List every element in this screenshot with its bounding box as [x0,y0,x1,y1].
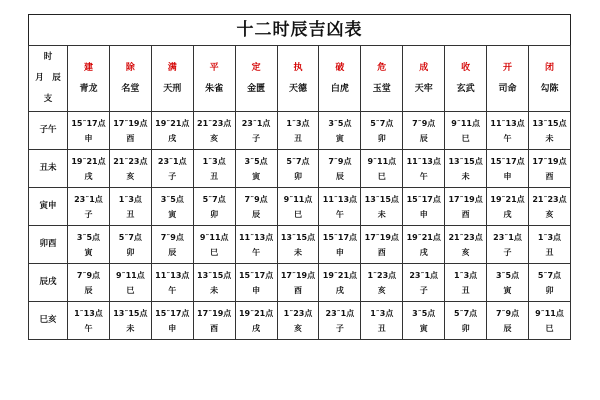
hour-cell [319,264,361,302]
hour-branch: 午 [168,285,177,295]
hour-range: 11˜13点 [490,118,525,128]
hour-range: 7˜9点 [412,118,436,128]
hour-range: 23˜1点 [157,156,187,166]
hour-range: 17˜19点 [532,156,567,166]
hour-range: 5˜7点 [537,270,562,280]
hour-cell [319,302,361,340]
hour-cell [109,150,151,188]
hour-cell [277,264,319,302]
month-branch-label: 辰戌 [29,264,68,302]
day-god-label: 满 [167,62,177,73]
hour-range: 21˜23点 [448,232,483,242]
hour-cell [528,150,570,188]
hour-cell [319,150,361,188]
day-god-label: 收 [461,62,471,73]
day-god-label: 平 [209,62,219,73]
hour-range: 7˜9点 [160,232,184,242]
month-branch-label: 巳亥 [29,302,68,340]
hour-branch: 酉 [126,133,135,143]
hour-fortune-table [28,45,571,340]
hour-branch: 戌 [335,285,344,295]
hour-branch: 申 [252,285,261,295]
hour-cell [68,150,110,188]
month-branch-label: 丑未 [29,150,68,188]
hour-range: 5˜7点 [286,156,310,166]
hour-range: 7˜9点 [244,194,268,204]
hour-range: 9˜11点 [451,118,480,128]
hour-branch: 卯 [461,323,470,333]
hour-range: 5˜7点 [370,118,394,128]
day-god-label: 破 [335,62,345,73]
month-branch-label: 寅申 [29,188,68,226]
hour-range: 1˜13点 [74,308,103,318]
hour-cell [151,150,193,188]
hour-branch: 未 [545,133,554,143]
hour-range: 3˜5点 [244,156,268,166]
hour-cell [319,188,361,226]
hour-range: 9˜11点 [283,194,313,204]
hour-range: 15˜17点 [155,308,190,318]
god-header-cell [277,46,319,112]
hour-branch: 卯 [293,171,302,181]
hour-branch: 丑 [377,323,386,333]
hour-branch: 子 [503,247,512,257]
hour-cell [109,188,151,226]
god-header-cell [487,46,529,112]
corner-label: 支 [43,94,53,104]
hour-range: 23˜1点 [241,118,271,128]
hour-branch: 酉 [210,323,219,333]
hour-branch: 巳 [461,133,470,143]
hour-branch: 子 [335,323,344,333]
hour-range: 13˜15点 [113,308,148,318]
hour-branch: 申 [168,323,177,333]
hour-range: 9˜11点 [535,308,564,318]
hour-range: 11˜13点 [406,156,441,166]
hour-range: 19˜21点 [71,156,106,166]
hour-branch: 未 [293,247,302,257]
god-header-cell [445,46,487,112]
hour-branch: 亥 [377,285,386,295]
hour-branch: 戌 [168,133,177,143]
hour-branch: 辰 [84,285,93,295]
hour-cell [487,188,529,226]
star-label: 天德 [288,83,307,94]
hour-cell [151,226,193,264]
hour-branch: 巳 [126,285,135,295]
hour-branch: 午 [252,247,261,257]
hour-range: 7˜9点 [495,308,520,318]
hour-cell [528,302,570,340]
god-header-cell [361,46,403,112]
hour-branch: 午 [503,133,512,143]
hour-range: 17˜19点 [364,232,399,242]
hour-range: 1˜3点 [454,270,478,280]
table-row [29,302,571,340]
hour-range: 21˜23点 [113,156,148,166]
hour-range: 19˜21点 [238,308,274,318]
day-god-label: 执 [293,62,303,73]
table-row [29,112,571,150]
hour-cell [487,302,529,340]
corner-label: 月 辰 [35,73,61,83]
hour-branch: 辰 [503,323,512,333]
hour-branch: 巳 [210,247,219,257]
hour-cell [445,188,487,226]
hour-cell [68,264,110,302]
hour-branch: 戌 [84,171,93,181]
hour-range: 11˜13点 [155,270,190,280]
hour-branch: 酉 [545,171,554,181]
hour-cell [235,150,277,188]
hour-branch: 未 [461,171,470,181]
hour-cell [487,264,529,302]
hour-cell [193,188,235,226]
hour-branch: 寅 [419,323,428,333]
hour-range: 13˜15点 [197,270,232,280]
hour-cell [361,150,403,188]
hour-range: 19˜21点 [155,118,190,128]
hour-cell [403,226,445,264]
hour-range: 7˜9点 [328,156,352,166]
hour-branch: 亥 [293,323,302,333]
hour-range: 1˜3点 [370,308,394,318]
hour-cell [193,150,235,188]
table-title: 十二时辰吉凶表 [28,14,571,45]
hour-cell [403,112,445,150]
hour-branch: 丑 [126,209,135,219]
hour-range: 23˜1点 [325,308,355,318]
star-label: 名堂 [121,83,140,94]
hour-range: 3˜5点 [76,232,101,242]
hour-branch: 酉 [293,285,302,295]
star-label: 玉堂 [372,83,391,94]
hour-cell [193,302,235,340]
hour-branch: 丑 [461,285,470,295]
hour-branch: 辰 [252,209,261,219]
hour-branch: 巳 [293,209,302,219]
hour-branch: 卯 [545,285,554,295]
hour-range: 23˜1点 [493,232,522,242]
hour-cell [528,188,570,226]
hour-range: 13˜15点 [280,232,316,242]
hour-branch: 寅 [503,285,512,295]
hour-branch: 未 [126,323,135,333]
hour-cell [151,264,193,302]
hour-branch: 丑 [545,247,554,257]
hour-branch: 卯 [126,247,135,257]
hour-branch: 卯 [210,209,219,219]
hour-branch: 酉 [461,209,470,219]
hour-cell [235,264,277,302]
hour-range: 3˜5点 [412,308,436,318]
hour-range: 15˜17点 [406,194,441,204]
hour-range: 19˜21点 [322,270,358,280]
hour-cell [361,188,403,226]
hour-cell [68,188,110,226]
star-label: 金匮 [247,83,266,94]
hour-branch: 戌 [503,209,512,219]
hour-cell [235,302,277,340]
hour-branch: 卯 [377,133,386,143]
hour-branch: 寅 [335,133,344,143]
hour-branch: 辰 [419,133,428,143]
hour-cell [445,112,487,150]
hour-cell [235,226,277,264]
hour-branch: 亥 [461,247,470,257]
hour-cell [319,112,361,150]
star-label: 青龙 [79,83,98,94]
hour-cell [403,302,445,340]
hour-cell [361,226,403,264]
hour-range: 21˜23点 [197,118,232,128]
table-row [29,226,571,264]
hour-branch: 亥 [210,133,219,143]
hour-branch: 子 [252,133,261,143]
hour-cell [277,150,319,188]
hour-range: 1˜23点 [283,308,313,318]
star-label: 天牢 [414,83,433,94]
star-label: 天刑 [163,83,182,94]
hour-range: 13˜15点 [532,118,567,128]
star-label: 朱雀 [205,83,224,94]
hour-range: 3˜5点 [328,118,352,128]
hour-cell [277,188,319,226]
hour-branch: 申 [503,171,512,181]
hour-cell [445,302,487,340]
hour-cell [109,112,151,150]
hour-cell [445,264,487,302]
hour-branch: 未 [377,209,386,219]
hour-cell [528,226,570,264]
table-row [29,264,571,302]
hour-range: 1˜3点 [202,156,226,166]
month-branch-label: 子午 [29,112,68,150]
hour-cell [487,226,529,264]
day-god-label: 开 [503,62,513,73]
hour-branch: 寅 [168,209,177,219]
hour-branch: 午 [419,171,428,181]
hour-range: 17˜19点 [448,194,483,204]
hour-range: 9˜11点 [367,156,397,166]
hour-range: 21˜23点 [532,194,567,204]
hour-cell [361,264,403,302]
table-row [29,150,571,188]
hour-range: 3˜5点 [495,270,520,280]
hour-branch: 子 [419,285,428,295]
hour-range: 17˜19点 [280,270,316,280]
star-label: 司命 [498,83,517,94]
god-header-cell [403,46,445,112]
hour-cell [151,112,193,150]
hour-cell [361,112,403,150]
hour-range: 23˜1点 [74,194,103,204]
day-god-label: 建 [83,62,93,73]
god-header-cell [109,46,151,112]
hour-branch: 酉 [377,247,386,257]
hour-range: 19˜21点 [490,194,525,204]
hour-cell [528,264,570,302]
corner-label: 时 [43,52,53,62]
hour-branch: 寅 [84,247,93,257]
god-header-cell [528,46,570,112]
star-label: 勾陈 [540,83,559,94]
day-god-label: 危 [377,62,387,73]
day-god-label: 除 [125,62,135,73]
hour-cell [68,302,110,340]
hour-branch: 未 [210,285,219,295]
hour-range: 7˜9点 [76,270,101,280]
god-header-cell [235,46,277,112]
hour-branch: 辰 [335,171,344,181]
hour-cell [528,112,570,150]
hour-branch: 巳 [545,323,554,333]
hour-branch: 子 [168,171,177,181]
hour-range: 19˜21点 [406,232,441,242]
hour-cell [445,150,487,188]
day-god-label: 闭 [544,62,554,73]
hour-cell [487,150,529,188]
fortune-table-sheet [28,14,571,340]
hour-range: 5˜7点 [454,308,478,318]
hour-cell [109,264,151,302]
hour-cell [403,188,445,226]
hour-branch: 申 [335,247,344,257]
hour-cell [193,264,235,302]
day-god-label: 成 [419,62,429,73]
hour-cell [403,150,445,188]
hour-range: 9˜11点 [199,232,229,242]
hour-cell [277,112,319,150]
hour-branch: 寅 [252,171,261,181]
hour-cell [403,264,445,302]
hour-range: 15˜17点 [490,156,525,166]
hour-cell [361,302,403,340]
hour-range: 15˜17点 [71,118,106,128]
hour-range: 5˜7点 [202,194,226,204]
hour-branch: 丑 [210,171,219,181]
hour-cell [109,302,151,340]
hour-range: 11˜13点 [238,232,274,242]
hour-range: 13˜15点 [448,156,483,166]
hour-range: 15˜17点 [322,232,358,242]
hour-range: 17˜19点 [197,308,232,318]
hour-cell [193,226,235,264]
hour-cell [151,188,193,226]
hour-cell [193,112,235,150]
corner-header-cell [29,46,68,112]
hour-cell [109,226,151,264]
hour-branch: 戌 [419,247,428,257]
hour-branch: 丑 [293,133,302,143]
hour-range: 23˜1点 [409,270,439,280]
hour-branch: 申 [84,133,93,143]
hour-cell [235,188,277,226]
hour-branch: 巳 [377,171,386,181]
god-header-cell [68,46,110,112]
hour-range: 1˜3点 [286,118,310,128]
day-god-label: 定 [251,62,261,73]
hour-cell [445,226,487,264]
god-header-cell [193,46,235,112]
hour-cell [151,302,193,340]
star-label: 玄武 [456,83,475,94]
hour-branch: 辰 [168,247,177,257]
star-label: 白虎 [330,83,349,94]
hour-cell [68,112,110,150]
god-header-cell [319,46,361,112]
hour-cell [235,112,277,150]
hour-range: 13˜15点 [364,194,399,204]
hour-branch: 亥 [126,171,135,181]
hour-range: 1˜23点 [367,270,397,280]
hour-cell [68,226,110,264]
hour-range: 1˜3点 [537,232,562,242]
header-row [29,46,571,112]
hour-cell [277,226,319,264]
hour-range: 17˜19点 [113,118,148,128]
hour-branch: 子 [84,209,93,219]
hour-branch: 午 [335,209,344,219]
hour-cell [319,226,361,264]
hour-branch: 戌 [252,323,261,333]
table-row [29,188,571,226]
hour-cell [277,302,319,340]
hour-range: 11˜13点 [322,194,358,204]
hour-range: 1˜3点 [118,194,142,204]
hour-range: 9˜11点 [116,270,145,280]
month-branch-label: 卯酉 [29,226,68,264]
hour-branch: 午 [84,323,93,333]
hour-branch: 亥 [545,209,554,219]
hour-range: 15˜17点 [238,270,274,280]
god-header-cell [151,46,193,112]
hour-range: 5˜7点 [118,232,142,242]
hour-branch: 申 [419,209,428,219]
hour-range: 3˜5点 [160,194,184,204]
hour-cell [487,112,529,150]
